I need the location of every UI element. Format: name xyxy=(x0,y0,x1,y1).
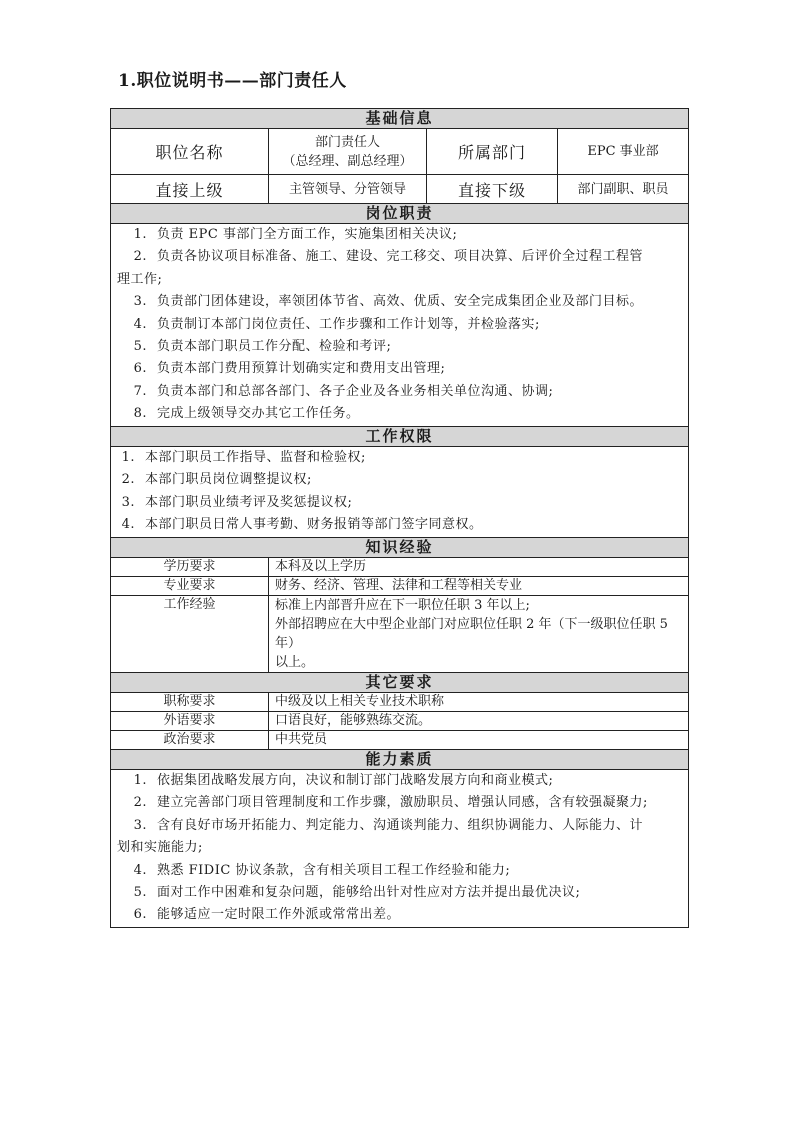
list-item: 3. 负责部门团体建设，率领团体节省、高效、优质、安全完成集团企业及部门目标。 xyxy=(133,294,644,310)
major-label: 专业要求 xyxy=(111,577,269,596)
duties-list xyxy=(111,224,689,427)
section-header-ability: 能力素质 xyxy=(111,750,689,770)
section-header-knowledge: 知识经验 xyxy=(111,538,689,558)
political-req-label: 政治要求 xyxy=(111,731,269,750)
list-item-continuation: 划和实施能力; xyxy=(117,840,203,856)
list-item: 4. 负责制订本部门岗位责任、工作步骤和工作计划等，并检验落实; xyxy=(133,316,540,332)
section-header-authority: 工作权限 xyxy=(111,426,689,446)
political-req-value: 中共党员 xyxy=(269,731,689,750)
authority-list xyxy=(111,446,689,537)
section-header-other: 其它要求 xyxy=(111,673,689,693)
list-item: 2. 负责各协议项目标准备、施工、建设、完工移交、项目决算、后评价全过程工程管 xyxy=(133,249,644,265)
position-name-line: 部门责任人 xyxy=(314,134,380,150)
experience-line: 外部招聘应在大中型企业部门对应职位任职 2 年（下一级职位任职 5 年） xyxy=(275,617,668,652)
department-value: EPC 事业部 xyxy=(558,129,689,175)
list-item: 1. 依据集团战略发展方向，决议和制订部门战略发展方向和商业模式; xyxy=(133,773,554,789)
list-item-continuation: 理工作; xyxy=(117,271,163,287)
list-item: 7. 负责本部门和总部各部门、各子企业及各业务相关单位沟通、协调; xyxy=(133,383,554,399)
list-item: 1. 本部门职员工作指导、监督和检验权; xyxy=(121,449,366,465)
title-req-label: 职称要求 xyxy=(111,693,269,712)
superior-label: 直接上级 xyxy=(111,175,269,204)
position-name-line: （总经理、副总经理） xyxy=(282,153,413,169)
list-item: 8. 完成上级领导交办其它工作任务。 xyxy=(133,406,360,422)
document-title: 1.职位说明书——部门责任人 xyxy=(118,71,347,91)
subordinate-label: 直接下级 xyxy=(427,175,558,204)
job-description-table xyxy=(110,108,689,928)
list-item: 3. 含有良好市场开拓能力、判定能力、沟通谈判能力、组织协调能力、人际能力、计 xyxy=(133,817,644,833)
list-item: 1. 负责 EPC 事部门全方面工作，实施集团相关决议; xyxy=(133,227,458,242)
department-label: 所属部门 xyxy=(427,129,558,175)
experience-line: 以上。 xyxy=(275,655,315,671)
major-value: 财务、经济、管理、法律和工程等相关专业 xyxy=(269,577,689,596)
section-header-basic: 基础信息 xyxy=(111,109,689,129)
language-req-label: 外语要求 xyxy=(111,712,269,731)
list-item: 2. 本部门职员岗位调整提议权; xyxy=(121,472,312,488)
ability-list xyxy=(111,770,689,928)
list-item: 6. 能够适应一定时限工作外派或常常出差。 xyxy=(133,907,401,923)
education-value: 本科及以上学历 xyxy=(269,558,689,577)
language-req-value: 口语良好，能够熟练交流。 xyxy=(269,712,689,731)
position-name-value xyxy=(269,129,427,175)
subordinate-value: 部门副职、职员 xyxy=(558,175,689,204)
list-item: 3. 本部门职员业绩考评及奖惩提议权; xyxy=(121,494,353,510)
list-item: 2. 建立完善部门项目管理制度和工作步骤，激励职员、增强认同感，含有较强凝聚力; xyxy=(133,795,648,811)
experience-line: 标准上内部晋升应在下一职位任职 3 年以上; xyxy=(275,598,530,614)
experience-value xyxy=(269,596,689,673)
title-req-value: 中级及以上相关专业技术职称 xyxy=(269,693,689,712)
experience-label: 工作经验 xyxy=(111,596,269,673)
list-item: 4. 本部门职员日常人事考勤、财务报销等部门签字同意权。 xyxy=(121,517,483,533)
list-item: 4. 熟悉 FIDIC 协议条款，含有相关项目工程工作经验和能力; xyxy=(133,862,511,878)
list-item: 5. 负责本部门职员工作分配、检验和考评; xyxy=(133,339,392,355)
superior-value: 主管领导、分管领导 xyxy=(269,175,427,204)
list-item: 6. 负责本部门费用预算计划确实定和费用支出管理; xyxy=(133,361,446,377)
section-header-duties: 岗位职责 xyxy=(111,204,689,224)
position-name-label: 职位名称 xyxy=(111,129,269,175)
list-item: 5. 面对工作中困难和复杂问题，能够给出针对性应对方法并提出最优决议; xyxy=(133,885,581,901)
education-label: 学历要求 xyxy=(111,558,269,577)
